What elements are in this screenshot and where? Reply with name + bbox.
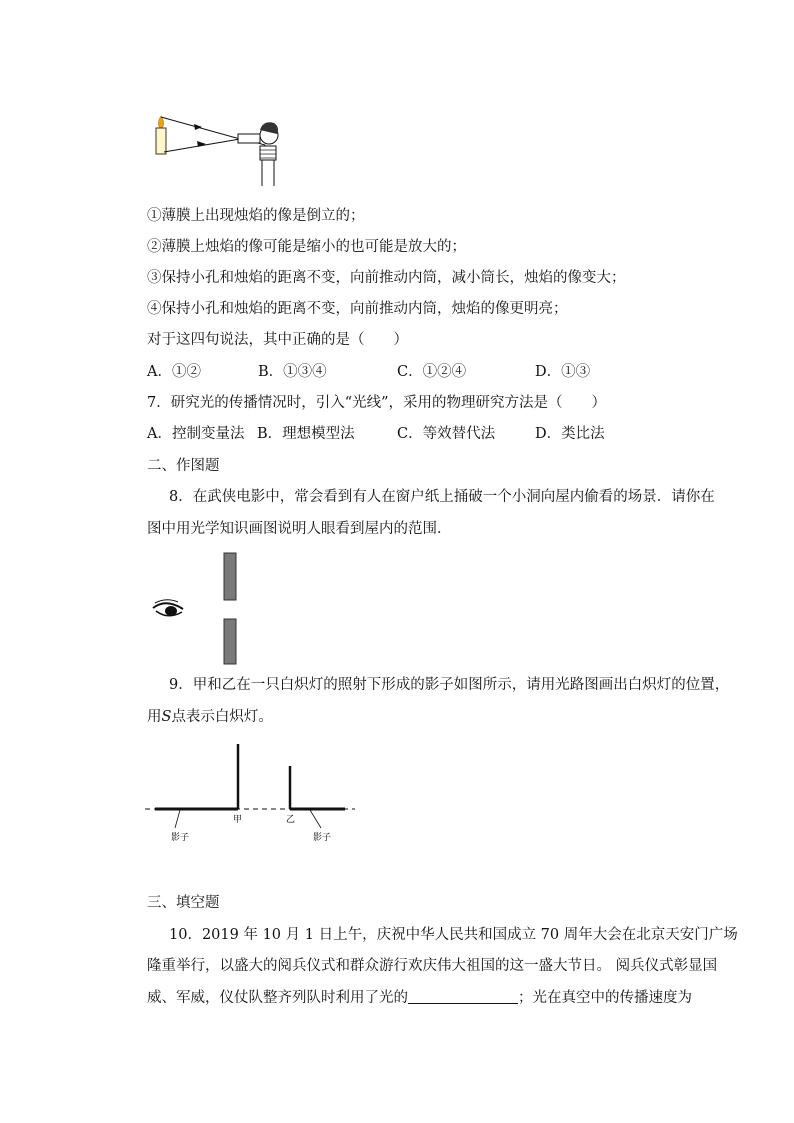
label-shadow-right: 影子 <box>313 833 332 843</box>
pinhole-camera-figure <box>150 112 290 190</box>
q6-option-c[interactable]: C．①②④ <box>397 364 467 380</box>
wall-upper <box>224 553 236 600</box>
section-2-title: 二、作图题 <box>147 458 220 474</box>
q6-statement-2: ②薄膜上烛焰的像可能是缩小的也可能是放大的； <box>147 239 466 255</box>
section-3-title: 三、填空题 <box>147 895 220 911</box>
q7-option-b[interactable]: B．理想模型法 <box>257 426 355 442</box>
q10-line-3: 威、军威，仪仗队整齐列队时利用了光的 ；光在真空中的传播速度为 <box>147 987 692 1008</box>
window-hole-figure <box>148 553 248 668</box>
q9-line-2: 用S点表示白炽灯。 <box>147 709 273 725</box>
q8-line-1: 8．在武侠电影中，常会看到有人在窗户纸上捅破一个小洞向屋内偷看的场景．请你在 <box>169 489 715 505</box>
q8-line-2: 图中用光学知识画图说明人眼看到屋内的范围． <box>147 521 452 537</box>
label-shadow-left: 影子 <box>171 833 190 843</box>
q7-option-c[interactable]: C．等效替代法 <box>397 426 496 442</box>
q7-stem: 7．研究光的传播情况时，引入“光线”，采用的物理研究方法是（ ） <box>147 395 607 411</box>
wall-lower <box>224 619 236 664</box>
camera-tube <box>238 134 260 143</box>
candle-body <box>156 128 166 154</box>
q6-option-a[interactable]: A．①② <box>147 364 201 380</box>
q7-option-d[interactable]: D．类比法 <box>535 426 605 442</box>
q6-statement-3: ③保持小孔和烛焰的距离不变，向前推动内筒，减小筒长，烛焰的像变大； <box>147 270 626 286</box>
q6-option-b[interactable]: B．①③④ <box>258 364 327 380</box>
answer-blank[interactable] <box>408 987 518 1004</box>
shadow-figure <box>145 740 360 850</box>
q6-statement-1: ①薄膜上出现烛焰的像是倒立的； <box>147 208 365 224</box>
q6-statement-4: ④保持小孔和烛焰的距离不变，向前推动内筒，烛焰的像更明亮； <box>147 301 568 317</box>
eye-icon <box>153 600 183 616</box>
q6-prompt: 对于这四句说法，其中正确的是（ ） <box>147 332 408 348</box>
s-symbol: S <box>161 709 172 725</box>
q10-line-1: 10．2019 年 10 月 1 日上午，庆祝中华人民共和国成立 70 周年大会在北京天安门广场 <box>169 927 738 943</box>
q10-line-2: 隆重举行，以盛大的阅兵仪式和群众游行欢庆伟大祖国的这一盛大节日。 阅兵仪式彰显国 <box>147 958 718 974</box>
label-jia: 甲 <box>233 815 243 825</box>
q9-line-1: 9．甲和乙在一只白炽灯的照射下形成的影子如图所示，请用光路图画出白炽灯的位置， <box>169 677 730 693</box>
label-yi: 乙 <box>286 815 296 825</box>
q7-option-a[interactable]: A．控制变量法 <box>147 426 245 442</box>
q6-option-d[interactable]: D．①③ <box>535 364 591 380</box>
